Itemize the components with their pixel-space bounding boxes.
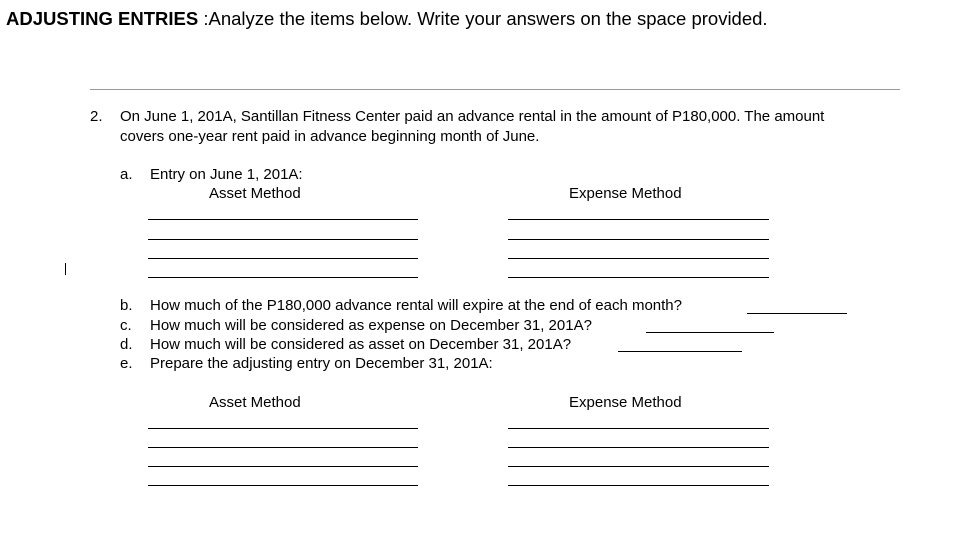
part-a-asset-line-3[interactable] bbox=[148, 258, 418, 259]
part-d-letter: d. bbox=[120, 336, 133, 353]
heading-title: ADJUSTING ENTRIES bbox=[6, 8, 199, 29]
part-a-expense-line-4[interactable] bbox=[508, 277, 769, 278]
answer-space-line[interactable] bbox=[90, 89, 900, 90]
problem-text bbox=[120, 107, 824, 147]
part-e-expense-line-2[interactable] bbox=[508, 447, 769, 448]
part-b-question: How much of the P180,000 advance rental will expire at the end of each month? bbox=[150, 297, 682, 314]
part-e-asset-line-3[interactable] bbox=[148, 466, 418, 467]
part-d-answer-line[interactable] bbox=[618, 351, 742, 352]
part-e-expense-line-4[interactable] bbox=[508, 485, 769, 486]
part-a-asset-line-4[interactable] bbox=[148, 277, 418, 278]
part-c-letter: c. bbox=[120, 317, 132, 334]
part-a-expense-line-1[interactable] bbox=[508, 219, 769, 220]
part-e-asset-method-label: Asset Method bbox=[209, 394, 301, 411]
part-e-expense-method-label: Expense Method bbox=[569, 394, 682, 411]
part-a-expense-line-3[interactable] bbox=[508, 258, 769, 259]
part-d-question: How much will be considered as asset on December 31, 201A? bbox=[150, 336, 572, 353]
problem-number: 2. bbox=[90, 108, 103, 125]
part-e-expense-line-3[interactable] bbox=[508, 466, 769, 467]
part-e-question: Prepare the adjusting entry on December 31, 201A: bbox=[150, 355, 493, 372]
text-cursor bbox=[65, 263, 66, 275]
part-e-expense-line-1[interactable] bbox=[508, 428, 769, 429]
problem-line-1: On June 1, 201A, Santillan Fitness Center paid an advance rental in the amount of P180,000. The amount bbox=[120, 108, 825, 125]
part-a-asset-line-1[interactable] bbox=[148, 219, 418, 220]
heading-instructions: :Analyze the items below. Write your answers on the space provided. bbox=[198, 8, 768, 29]
part-a-asset-line-2[interactable] bbox=[148, 239, 418, 240]
part-a-expense-line-2[interactable] bbox=[508, 239, 769, 240]
problem-line-2: covers one-year rent paid in advance beginning month of June. bbox=[120, 128, 540, 145]
part-e-asset-line-4[interactable] bbox=[148, 485, 418, 486]
part-a-question: Entry on June 1, 201A: bbox=[150, 166, 303, 183]
part-e-asset-line-1[interactable] bbox=[148, 428, 418, 429]
part-a-expense-method-label: Expense Method bbox=[569, 185, 682, 202]
part-b-letter: b. bbox=[120, 297, 133, 314]
part-a-letter: a. bbox=[120, 166, 133, 183]
page-heading bbox=[6, 8, 768, 30]
part-c-question: How much will be considered as expense on December 31, 201A? bbox=[150, 317, 592, 334]
part-e-asset-line-2[interactable] bbox=[148, 447, 418, 448]
part-a-asset-method-label: Asset Method bbox=[209, 185, 301, 202]
part-b-answer-line[interactable] bbox=[747, 313, 847, 314]
part-c-answer-line[interactable] bbox=[646, 332, 774, 333]
part-e-letter: e. bbox=[120, 355, 133, 372]
